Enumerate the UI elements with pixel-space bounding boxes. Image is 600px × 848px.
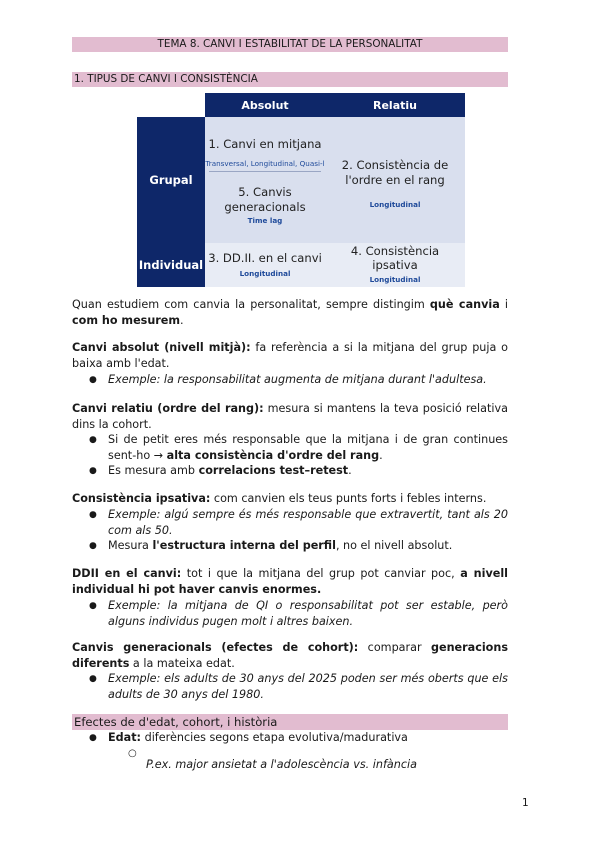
cell-title: generacionals bbox=[224, 200, 306, 214]
bullet-icon: ● bbox=[89, 435, 97, 445]
relatiu-item-1: Si de petit eres més responsable que la mitjana i de gran continues sent-ho → alta consistència d'ordre del rang. bbox=[108, 433, 508, 462]
generacionals-paragraph: Canvis generacionals (efectes de cohort): comparar generacions diferents a la mateixa edat. bbox=[72, 641, 508, 670]
bullet-icon: ● bbox=[89, 733, 97, 743]
cell-methods: Longitudinal bbox=[369, 200, 421, 209]
generacionals-example: Exemple: els adults de 30 anys del 2025 poden ser més oberts que els adults de 30 anys del 1980. bbox=[108, 672, 508, 701]
bullet-icon: ● bbox=[89, 541, 97, 551]
bullet-icon: ● bbox=[89, 601, 97, 611]
cell-methods: Time lag bbox=[247, 216, 283, 225]
cell-title: 2. Consistència de bbox=[341, 158, 449, 172]
ddii-paragraph: DDII en el canvi: tot i que la mitjana del grup pot canviar poc, a nivell individual hi pot haver canvis enormes. bbox=[72, 567, 508, 596]
header-absolut: Absolut bbox=[205, 93, 325, 117]
document-title: TEMA 8. CANVI I ESTABILITAT DE LA PERSONALITAT bbox=[72, 37, 508, 52]
cell-absolut-individual bbox=[205, 243, 325, 287]
page-number: 1 bbox=[522, 797, 529, 809]
circle-bullet-icon: ○ bbox=[128, 748, 137, 759]
absolut-example: Exemple: la responsabilitat augmenta de mitjana durant l'adultesa. bbox=[108, 373, 487, 386]
bullet-icon: ● bbox=[89, 375, 97, 385]
bullet-icon: ● bbox=[89, 510, 97, 520]
cell-title: 3. DD.II. en el canvi bbox=[208, 251, 322, 265]
cell-relatiu-individual bbox=[325, 243, 465, 287]
ipsativa-paragraph: Consistència ipsativa: com canvien els teus punts forts i febles interns. bbox=[72, 492, 487, 505]
row-label-individual: Individual bbox=[137, 243, 205, 287]
cell-methods: Longitudinal bbox=[369, 275, 421, 284]
cell-methods: Longitudinal bbox=[239, 269, 291, 278]
change-types-table bbox=[137, 93, 465, 287]
cell-title: l'ordre en el rang bbox=[345, 173, 445, 187]
ddii-example: Exemple: la mitjana de QI o responsabilitat pot ser estable, però alguns individus pugen molt i altres baixen. bbox=[108, 599, 508, 628]
cell-absolut-grupal bbox=[205, 117, 325, 243]
relatiu-paragraph: Canvi relatiu (ordre del rang): mesura si mantens la teva posició relativa dins la cohort. bbox=[72, 402, 508, 431]
ipsativa-example: Exemple: algú sempre és més responsable que extravertit, tant als 20 com als 50. bbox=[108, 508, 508, 537]
absolut-paragraph: Canvi absolut (nivell mitjà): fa referència a si la mitjana del grup puja o baixa amb l'edat. bbox=[72, 341, 508, 370]
cell-relatiu-grupal bbox=[325, 117, 465, 243]
ipsativa-item-2: Mesura l'estructura interna del perfil, no el nivell absolut. bbox=[108, 539, 453, 552]
edat-item: Edat: diferències segons etapa evolutiva/madurativa bbox=[108, 731, 408, 744]
cell-methods: Transversal, Longitudinal, Quasi-l bbox=[205, 159, 325, 168]
row-label-grupal: Grupal bbox=[137, 117, 205, 243]
cell-title: 5. Canvis bbox=[238, 185, 292, 199]
divider bbox=[209, 171, 321, 172]
relatiu-item-2: Es mesura amb correlacions test–retest. bbox=[108, 464, 352, 477]
bullet-icon: ● bbox=[89, 674, 97, 684]
cell-title: 1. Canvi en mitjana bbox=[208, 137, 322, 151]
cell-title: 4. Consistència bbox=[350, 244, 440, 258]
section-heading: 1. TIPUS DE CANVI I CONSISTÈNCIA bbox=[72, 72, 508, 87]
edat-example: P.ex. major ansietat a l'adolescència vs. infància bbox=[146, 758, 417, 772]
section-heading: Efectes de d'edat, cohort, i història bbox=[72, 714, 508, 730]
bullet-icon: ● bbox=[89, 466, 97, 476]
intro-paragraph: Quan estudiem com canvia la personalitat, sempre distingim què canvia i com ho mesurem. bbox=[72, 298, 509, 327]
cell-title: ipsativa bbox=[372, 258, 418, 272]
header-relatiu: Relatiu bbox=[325, 93, 465, 117]
